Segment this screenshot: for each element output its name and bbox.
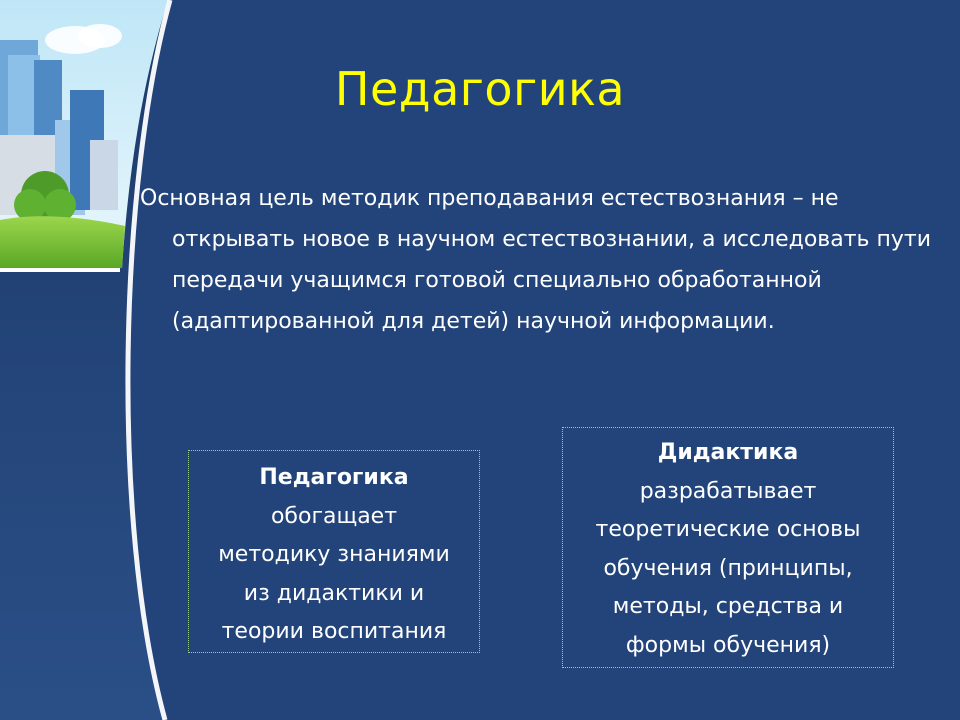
body-text: Основная цель методик преподавания естествознания – не открывать новое в научном естествознании, а исследовать пути передачи учащимся готовой специально обработанной (адаптированной для детей) научной информации. (140, 186, 932, 334)
didactics-box-line: теоретические основы (595, 517, 861, 542)
pedagogy-box-title: Педагогика (259, 465, 409, 490)
didactics-box-line: разрабатывает (639, 478, 817, 504)
didactics-box-line: формы обучения) (625, 632, 831, 658)
didactics-box-line: методы, средства и (612, 594, 844, 619)
didactics-box-title: Дидактика (657, 440, 799, 465)
pedagogy-box (188, 450, 480, 653)
pedagogy-box-line: методику знаниями (218, 542, 450, 567)
slide-title: Педагогика (334, 62, 626, 116)
pedagogy-box-line: теории воспитания (221, 619, 447, 644)
pedagogy-box-line: обогащает (270, 503, 398, 529)
didactics-box-line: обучения (принципы, (603, 555, 853, 581)
didactics-box (562, 427, 894, 668)
pedagogy-box-line: из дидактики и (243, 580, 425, 606)
